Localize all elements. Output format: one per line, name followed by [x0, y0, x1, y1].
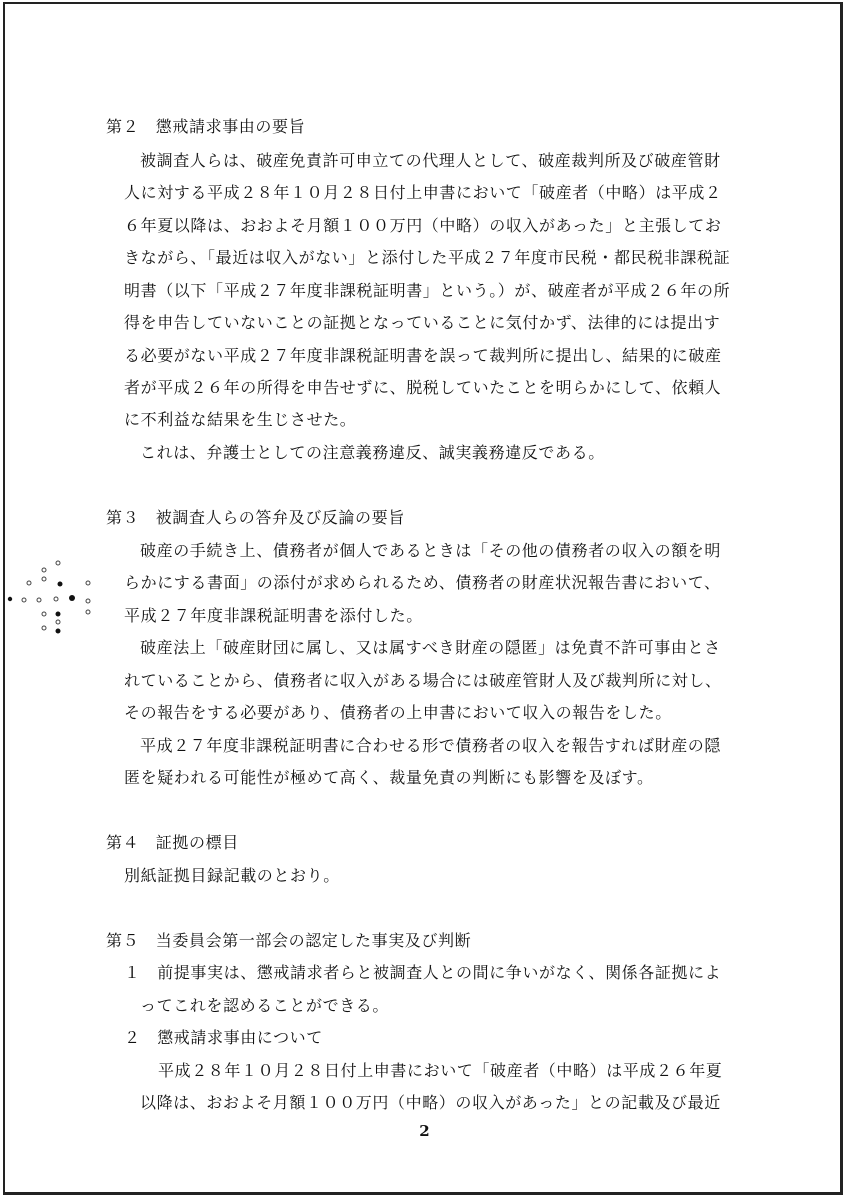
page-border — [3, 2, 843, 1195]
section-3-line: 平成２７年度非課税証明書を添付した。 — [124, 606, 423, 625]
section-3-line: れていることから、債務者に収入がある場合には破産管財人及び裁判所に対し、 — [124, 671, 722, 690]
section-5-line: 以降は、おおよそ月額１００万円（中略）の収入があった」との記載及び最近 — [140, 1093, 721, 1112]
section-2-line: 被調査人らは、破産免責許可申立ての代理人として、破産裁判所及び破産管財 — [140, 151, 721, 170]
section-5-line: 平成２８年１０月２８日付上申書において「破産者（中略）は平成２６年夏 — [158, 1061, 723, 1080]
section-5-line: １ 前提事実は、懲戒請求者らと被調査人との間に争いがなく、関係各証拠によ — [124, 963, 722, 982]
section-5-heading: 第５ 当委員会第一部会の認定した事実及び判断 — [106, 931, 472, 950]
section-2-line: 人に対する平成２８年１０月２８日付上申書において「破産者（中略）は平成２ — [124, 183, 722, 202]
section-5-line: ２ 懲戒請求事由について — [124, 1028, 323, 1047]
section-2-line: きながら、「最近は収入がない」と添付した平成２７年度市民税・都民税非課税証 — [124, 248, 731, 267]
section-3-line: その報告をする必要があり、債務者の上申書において収入の報告をした。 — [124, 703, 672, 722]
section-3-heading: 第３ 被調査人らの答弁及び反論の要旨 — [106, 508, 405, 527]
section-5-line: ってこれを認めることができる。 — [140, 996, 390, 1015]
section-3-line: 破産の手続き上、債務者が個人であるときは「その他の債務者の収入の額を明 — [140, 541, 722, 560]
section-2-line: これは、弁護士としての注意義務違反、誠実義務違反である。 — [140, 443, 605, 462]
section-3-line: 平成２７年度非課税証明書に合わせる形で債務者の収入を報告すれば財産の隠 — [140, 736, 722, 755]
section-3-line: らかにする書面」の添付が求められるため、債務者の財産状況報告書において、 — [124, 573, 721, 592]
section-3-line: 匿を疑われる可能性が極めて高く、裁量免責の判断にも影響を及ぼす。 — [124, 768, 654, 787]
binding-holes-mark — [0, 0, 100, 640]
section-3-line: 破産法上「破産財団に属し、又は属すべき財産の隠匿」は免責不許可事由とさ — [140, 638, 721, 657]
section-2-line: ６年夏以降は、おおよそ月額１００万円（中略）の収入があった」と主張してお — [124, 216, 722, 235]
section-4-heading: 第４ 証拠の標目 — [106, 833, 239, 852]
section-2-line: 者が平成２６年の所得を申告せずに、脱税していたことを明らかにして、依頼人 — [124, 378, 722, 397]
section-2-line: に不利益な結果を生じさせた。 — [124, 410, 357, 429]
page-number: 2 — [419, 1122, 430, 1140]
section-2-line: る必要がない平成２７年度非課税証明書を誤って裁判所に提出し、結果的に破産 — [124, 346, 722, 365]
section-2-heading: 第２ 懲戒請求事由の要旨 — [106, 117, 306, 136]
section-2-line: 得を申告していないことの証拠となっていることに気付かず、法律的には提出す — [124, 313, 721, 332]
section-2-line: 明書（以下「平成２７年度非課税証明書」という。）が、破産者が平成２６年の所 — [124, 281, 731, 300]
section-4-line: 別紙証拠目録記載のとおり。 — [124, 866, 340, 885]
